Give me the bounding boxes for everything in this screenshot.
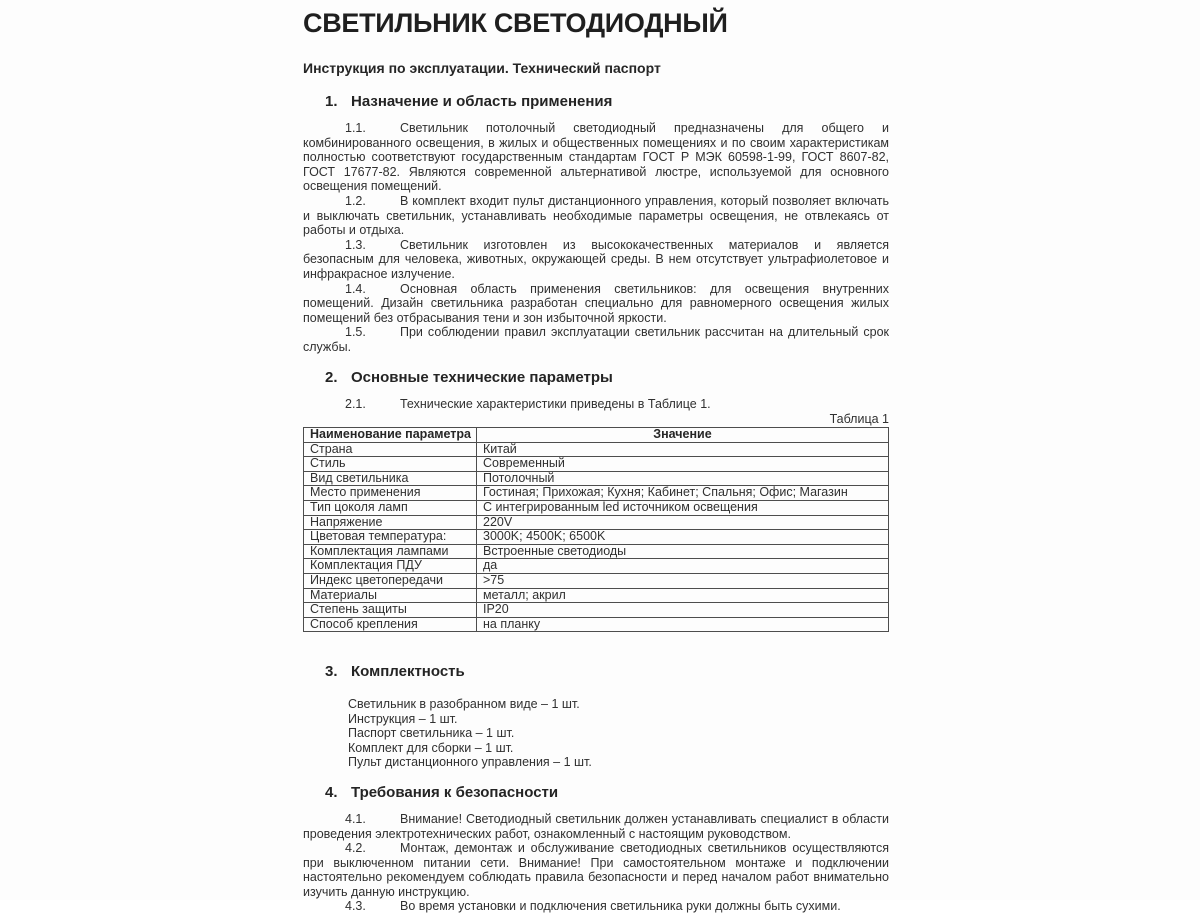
value-cell: Китай (477, 442, 889, 457)
paragraph-text: Основная область применения светильников: для освещения внутренних помещений. Дизайн светильника разработан специально для равномерного освещения жилых помещений без отбрасывания тени и зон избыточной яркости. (303, 281, 889, 325)
table-row (304, 501, 889, 516)
paragraph-number: 4.2. (345, 841, 366, 856)
paragraph-text: При соблюдении правил эксплуатации светильник рассчитан на длительный срок службы. (303, 325, 889, 354)
paragraph-number: 1.5. (345, 325, 366, 340)
section-3-heading (303, 663, 889, 680)
paragraph-4-2 (303, 841, 889, 899)
paragraph-1-5 (303, 325, 889, 354)
table-row (304, 515, 889, 530)
value-cell: >75 (477, 574, 889, 589)
paragraph-number: 4.3. (345, 899, 366, 914)
section-2-number: 2. (325, 368, 338, 386)
param-cell: Место применения (304, 486, 477, 501)
section-2-title: Основные технические параметры (351, 368, 613, 386)
paragraph-number: 4.1. (345, 811, 366, 826)
section-3-number: 3. (325, 663, 338, 681)
value-cell: Потолочный (477, 471, 889, 486)
value-cell: 220V (477, 515, 889, 530)
paragraph-1-2 (303, 194, 889, 238)
paragraph-text: Светильник потолочный светодиодный предназначены для общего и комбинированного освещения, в жилых и общественных помещениях и по своим характеристикам полностью соответствуют государственным стандартам ГОСТ Р МЭК 60598-1-99, ГОСТ 8607-82, ГОСТ 17677-82. Являются современной альтернативой люстре, используемой для основного освещения помещений. (303, 121, 889, 194)
section-4-number: 4. (325, 783, 338, 801)
paragraph-number: 1.1. (345, 121, 366, 135)
paragraph-text: Монтаж, демонтаж и обслуживание светодиодных светильников осуществляются при выключенном питании сети. Внимание! При самостоятельном монтаже и подключении настоятельно рекомендуем соблюдать правила безопасности и перед началом работ внимательно изучить данную инструкцию. (303, 841, 889, 899)
section-4-heading (303, 784, 889, 801)
table-row (304, 588, 889, 603)
paragraph-4-3 (303, 899, 889, 914)
kit-list-item: Светильник в разобранном виде – 1 шт. (348, 697, 580, 712)
value-cell: Гостиная; Прихожая; Кухня; Кабинет; Спальня; Офис; Магазин (477, 486, 889, 501)
table-header-parameter: Наименование параметра (304, 428, 477, 443)
table-row (304, 530, 889, 545)
param-cell: Материалы (304, 588, 477, 603)
section-3-title: Комплектность (351, 663, 465, 681)
param-cell: Напряжение (304, 515, 477, 530)
paragraph-text: Во время установки и подключения светильника руки должны быть сухими. (400, 899, 841, 914)
document-title: СВЕТИЛЬНИК СВЕТОДИОДНЫЙ (303, 8, 728, 38)
value-cell: 3000K; 4500K; 6500K (477, 530, 889, 545)
param-cell: Способ крепления (304, 617, 477, 632)
table-row (304, 471, 889, 486)
kit-list-item: Пульт дистанционного управления – 1 шт. (348, 755, 592, 770)
paragraph-1-3 (303, 238, 889, 282)
table-row (304, 603, 889, 618)
paragraph-1-4 (303, 282, 889, 326)
paragraph-1-1 (303, 121, 889, 194)
table-row (304, 617, 889, 632)
table-row (304, 544, 889, 559)
paragraph-2-1 (303, 397, 889, 412)
param-cell: Комплектация ПДУ (304, 559, 477, 574)
param-cell: Цветовая температура: (304, 530, 477, 545)
param-cell: Страна (304, 442, 477, 457)
kit-list (303, 697, 889, 770)
param-cell: Комплектация лампами (304, 544, 477, 559)
table-header-row (304, 428, 889, 443)
paragraph-text: Внимание! Светодиодный светильник должен устанавливать специалист в области проведения электротехнических работ, ознакомленный с настоящим руководством. (303, 811, 889, 841)
kit-list-item: Комплект для сборки – 1 шт. (348, 740, 514, 755)
section-1-title: Назначение и область применения (351, 93, 613, 110)
table-row (304, 486, 889, 501)
paragraph-number: 2.1. (345, 396, 366, 411)
paragraph-number: 1.2. (345, 193, 366, 208)
table-row (304, 442, 889, 457)
paragraph-text: Светильник изготовлен из высококачественных материалов и является безопасным для человека, животных, окружающей среды. В нем отсутствует ультрафиолетовое и инфракрасное излучение. (303, 237, 889, 281)
document-content (303, 0, 889, 914)
param-cell: Степень защиты (304, 603, 477, 618)
table-header-value: Значение (477, 428, 889, 443)
value-cell: IP20 (477, 603, 889, 618)
table-row (304, 574, 889, 589)
section-1-heading (303, 93, 889, 110)
paragraph-4-1 (303, 812, 889, 841)
param-cell: Индекс цветопередачи (304, 574, 477, 589)
document-subtitle: Инструкция по эксплуатации. Технический паспорт (303, 60, 661, 76)
section-2-heading (303, 369, 889, 386)
paragraph-text: Технические характеристики приведены в Таблице 1. (400, 396, 711, 411)
section-4-title: Требования к безопасности (351, 783, 559, 801)
param-cell: Тип цоколя ламп (304, 501, 477, 516)
section-1-number: 1. (325, 93, 338, 110)
value-cell: Встроенные светодиоды (477, 544, 889, 559)
spec-table (303, 427, 889, 632)
kit-list-item: Паспорт светильника – 1 шт. (348, 726, 515, 741)
table-row (304, 457, 889, 472)
value-cell: С интегрированным led источником освещения (477, 501, 889, 516)
paragraph-number: 1.4. (345, 281, 366, 296)
param-cell: Вид светильника (304, 471, 477, 486)
kit-list-item: Инструкция – 1 шт. (348, 711, 458, 726)
param-cell: Стиль (304, 457, 477, 472)
value-cell: металл; акрил (477, 588, 889, 603)
paragraph-text: В комплект входит пульт дистанционного управления, который позволяет включать и выключать светильник, устанавливать необходимые параметры освещения, не отвлекаясь от работы и отдыха. (303, 193, 889, 238)
paragraph-number: 1.3. (345, 237, 366, 252)
value-cell: на планку (477, 617, 889, 632)
table-row (304, 559, 889, 574)
table-caption: Таблица 1 (829, 412, 889, 427)
value-cell: да (477, 559, 889, 574)
value-cell: Современный (477, 457, 889, 472)
